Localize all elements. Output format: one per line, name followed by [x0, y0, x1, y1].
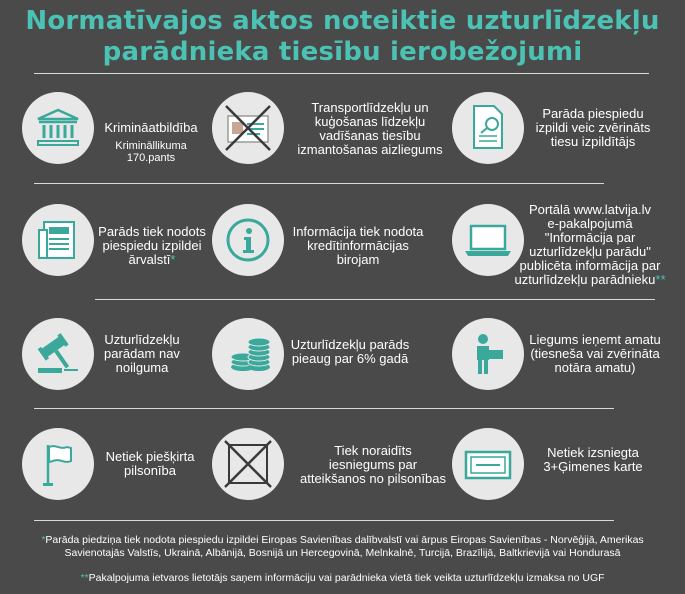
restriction-label-line: kredītinformācijas [307, 238, 409, 253]
divider [34, 183, 604, 184]
restriction-label-line: notāra amatu) [554, 360, 636, 375]
restriction-label-line: Netiek izsniegta [547, 445, 639, 460]
footnote-marker: * [41, 534, 46, 546]
restriction-label-line: Transportlīdzekļu un [311, 100, 429, 115]
restriction-label-line: pilsonība [123, 463, 177, 478]
gavel-icon [22, 318, 94, 390]
restriction-label-line: izpildi veic zvērināts [535, 120, 651, 135]
restriction-label-line: uzturlīdzekļu parādu" [529, 244, 651, 259]
restriction-label-line: (tiesneša vai zvērināta [530, 346, 660, 361]
restriction-label-line: parādam nav [104, 346, 180, 361]
coins-icon [212, 318, 284, 390]
restriction-label-line: Informācija tiek nodota [292, 224, 424, 239]
restriction-label-line: Parāds tiek nodots [98, 224, 206, 239]
restriction-label-line: piespiedu izpildei [102, 238, 202, 253]
restriction-label-line: ārvalstī [128, 252, 171, 267]
worker-icon [452, 318, 524, 390]
crossed-box-icon [212, 428, 284, 500]
restriction-label-line: noilguma [115, 360, 169, 375]
divider [34, 73, 649, 74]
divider [34, 520, 614, 521]
restriction-label-line: uzturlīdzekļu parādnieku [514, 272, 656, 287]
restriction-label-line: kuģošanas līdzekļu [314, 114, 426, 129]
courthouse-icon [22, 92, 94, 164]
restriction-label-line: Portālā www.latvija.lv [528, 202, 652, 217]
restriction-label-line: atteikšanos no pilsonības [300, 471, 446, 486]
footnote-2 [0, 572, 685, 585]
restriction-label-line: 3+Ģimenes karte [543, 459, 643, 474]
restriction-sub-label: Krimināllikuma [115, 140, 187, 152]
restriction-label-line: Tiek noraidīts [334, 443, 412, 458]
restriction-label-line: vadīšanas tiesību [319, 128, 421, 143]
restriction-label-line: "Informācija par [544, 230, 636, 245]
info-icon [212, 204, 284, 276]
footnote-1 [0, 534, 685, 560]
footnote-text: Parāda piedziņa tiek nodota piespiedu izpildei Eiropas Savienības dalībvalstī vai ārpus Eiropas Savienības - Norvēģijā, Amerikas [45, 534, 644, 546]
title-line-2: parādnieka tiesību ierobežojumi [102, 37, 583, 67]
restriction-label-line: tiesu izpildītājs [550, 134, 636, 149]
divider [34, 408, 614, 409]
document-search-icon [452, 92, 524, 164]
restriction-label-line: izmantošanas aizliegums [297, 142, 443, 157]
divider [95, 299, 655, 300]
page-title [0, 6, 685, 68]
restriction-label-line: pieaug par 6% gadā [291, 351, 409, 366]
card-icon [452, 428, 524, 500]
footnote-marker: * [170, 252, 176, 267]
restriction-label-line: Uzturlīdzekļu parāds [290, 337, 410, 352]
restriction-label-line: Parāda piespiedu [542, 106, 644, 121]
restriction-label-line: iesniegums par [328, 457, 418, 472]
footnote-marker: ** [80, 572, 89, 584]
newspaper-icon [22, 204, 94, 276]
restriction-label-line: Netiek piešķirta [105, 449, 195, 464]
restriction-label-line: publicēta informācija par [519, 258, 661, 273]
restriction-label-line: birojam [336, 252, 380, 267]
restriction-label-line: Liegums ieņemt amatu [529, 332, 661, 347]
restriction-label: Krimināatbildība [104, 120, 198, 135]
crossed-license-icon [212, 92, 284, 164]
title-line-1: Normatīvajos aktos noteiktie uzturlīdzekļu [25, 6, 660, 36]
restriction-sub-label: 170.pants [126, 152, 176, 164]
flag-icon [22, 428, 94, 500]
footnote-text: Pakalpojuma ietvaros lietotājs saņem informāciju vai parādnieka vietā tiek veikta uzturlīdzekļu izmaksa no UGF [88, 572, 605, 584]
footnote-marker: ** [655, 272, 666, 287]
restriction-label-line: Uzturlīdzekļu [104, 332, 180, 347]
footnote-text: Savienotajās Valstīs, Ukrainā, Albānijā, Bosnijā un Hercegovinā, Melnkalnē, Turcijā, Brazīlijā, Baltkrievijā vai Hondurasā [64, 547, 621, 559]
restriction-label-line: e-pakalpojumā [547, 216, 633, 231]
